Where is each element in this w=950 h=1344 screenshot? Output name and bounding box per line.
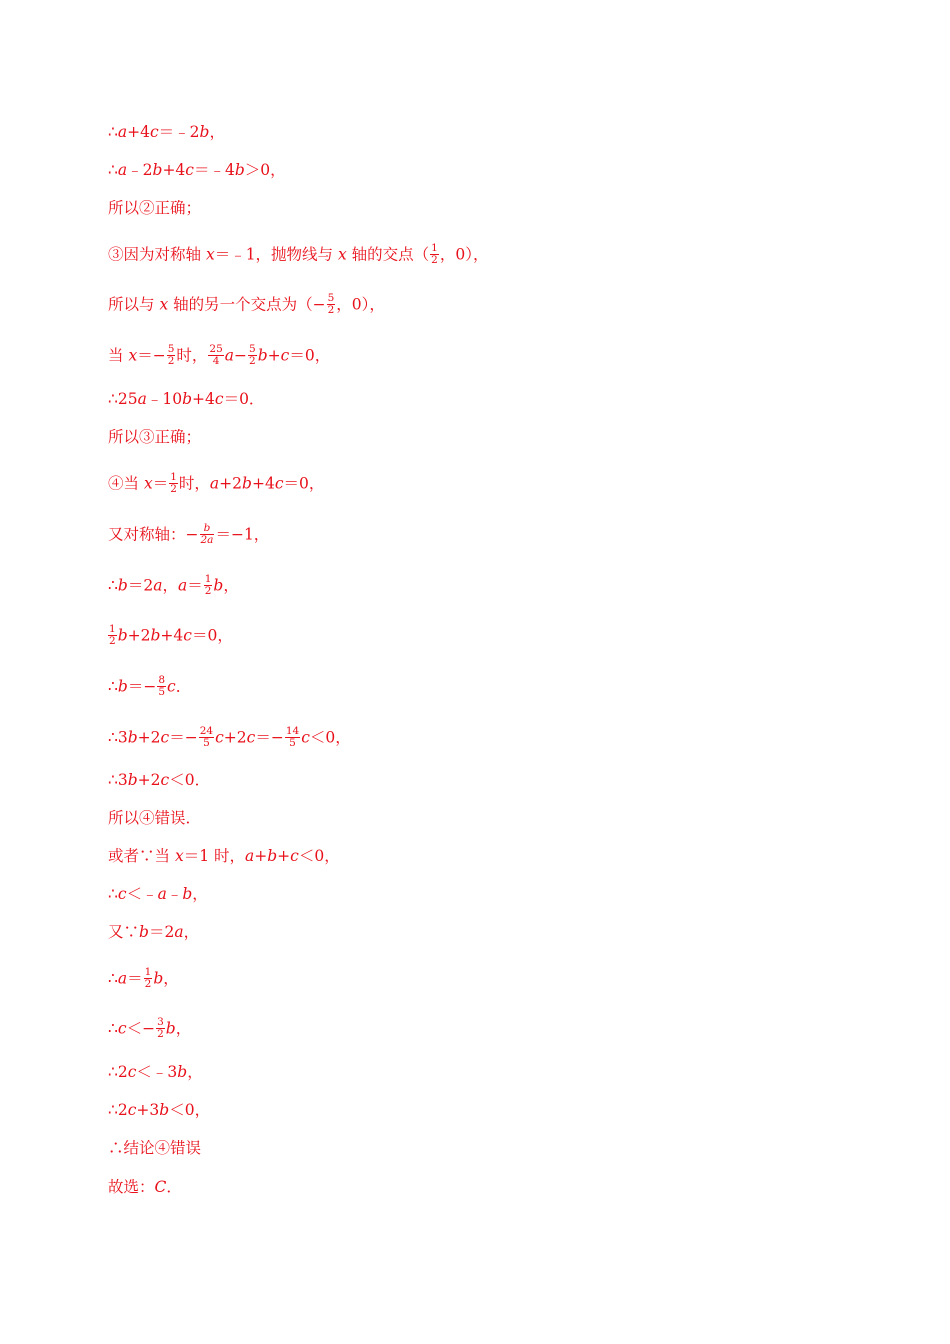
solution-line: ∴b＝2a，a＝ $\frac{1}{2}$ b，: [108, 573, 239, 597]
solution-line: ④当 x＝ $\frac{1}{2}$ 时，a+2b+4c＝0，: [108, 471, 325, 495]
solution-line: ∴2c+3b＜0，: [108, 1101, 211, 1119]
solution-line: ∴b＝− $\frac{8}{5}$ c．: [108, 674, 192, 698]
solution-line: 所以④错误．: [108, 809, 202, 827]
solution-line: 故选：C．: [108, 1178, 182, 1196]
solution-line: ③因为对称轴 x＝﹣1，抛物线与 x 轴的交点（ $\frac{1}{2}$ ，0），: [108, 242, 489, 266]
fraction: $\frac{8}{5}$: [158, 674, 165, 698]
fraction: $\frac{14}{5}$: [285, 725, 300, 749]
solution-line: ∴3b+2c＝− $\frac{24}{5}$ c+2c＝− $\frac{14}{5}$ c＜0，: [108, 725, 351, 749]
solution-line: 所以③正确；: [108, 428, 202, 446]
solution-line: ∴25a﹣10b+4c＝0．: [108, 390, 265, 408]
solution-line: 或者∵当 x＝1 时，a+b+c＜0，: [108, 847, 340, 865]
fraction: $\frac{3}{2}$: [157, 1016, 164, 1040]
solution-line: 又对称轴：− $\frac{b}{2a}$ ＝−1，: [108, 522, 270, 546]
solution-line: ∴c＜﹣a﹣b，: [108, 885, 208, 903]
solution-line: 当 x＝− $\frac{5}{2}$ 时， $\frac{25}{4}$ a− $\frac{5}{2}$ b+c＝0，: [108, 343, 331, 367]
solution-line: 又∵b＝2a，: [108, 923, 200, 941]
solution-line: ∴a+4c＝﹣2b，: [108, 123, 225, 141]
solution-line: ∴a﹣2b+4c＝﹣4b＞0，: [108, 161, 286, 179]
solution-line: 所以②正确；: [108, 199, 202, 217]
solution-line: ∴2c＜﹣3b，: [108, 1063, 203, 1081]
solution-line: $\frac{1}{2}$ b+2b+4c＝0，: [109, 623, 233, 647]
fraction: $\frac{1}{2}$: [109, 623, 116, 647]
fraction: $\frac{5}{2}$: [327, 292, 335, 316]
solution-line: ∴3b+2c＜0．: [108, 771, 211, 789]
fraction: $\frac{24}{5}$: [199, 725, 214, 749]
solution-line: 所以与 x 轴的另一个交点为（− $\frac{5}{2}$ ，0），: [108, 292, 385, 316]
fraction: $\frac{5}{2}$: [167, 343, 175, 367]
fraction: $\frac{25}{4}$: [209, 343, 223, 367]
solution-line: ∴结论④错误: [108, 1139, 202, 1157]
fraction: $\frac{1}{2}$: [204, 573, 212, 597]
fraction: $\frac{5}{2}$: [249, 343, 256, 367]
fraction: $\frac{b}{2a}$: [200, 522, 214, 546]
fraction: $\frac{1}{2}$: [170, 471, 177, 495]
solution-line: ∴c＜− $\frac{3}{2}$ b，: [108, 1016, 192, 1040]
fraction: $\frac{1}{2}$: [144, 966, 152, 990]
fraction: $\frac{1}{2}$: [431, 242, 438, 266]
solution-line: ∴a＝ $\frac{1}{2}$ b，: [108, 966, 179, 990]
